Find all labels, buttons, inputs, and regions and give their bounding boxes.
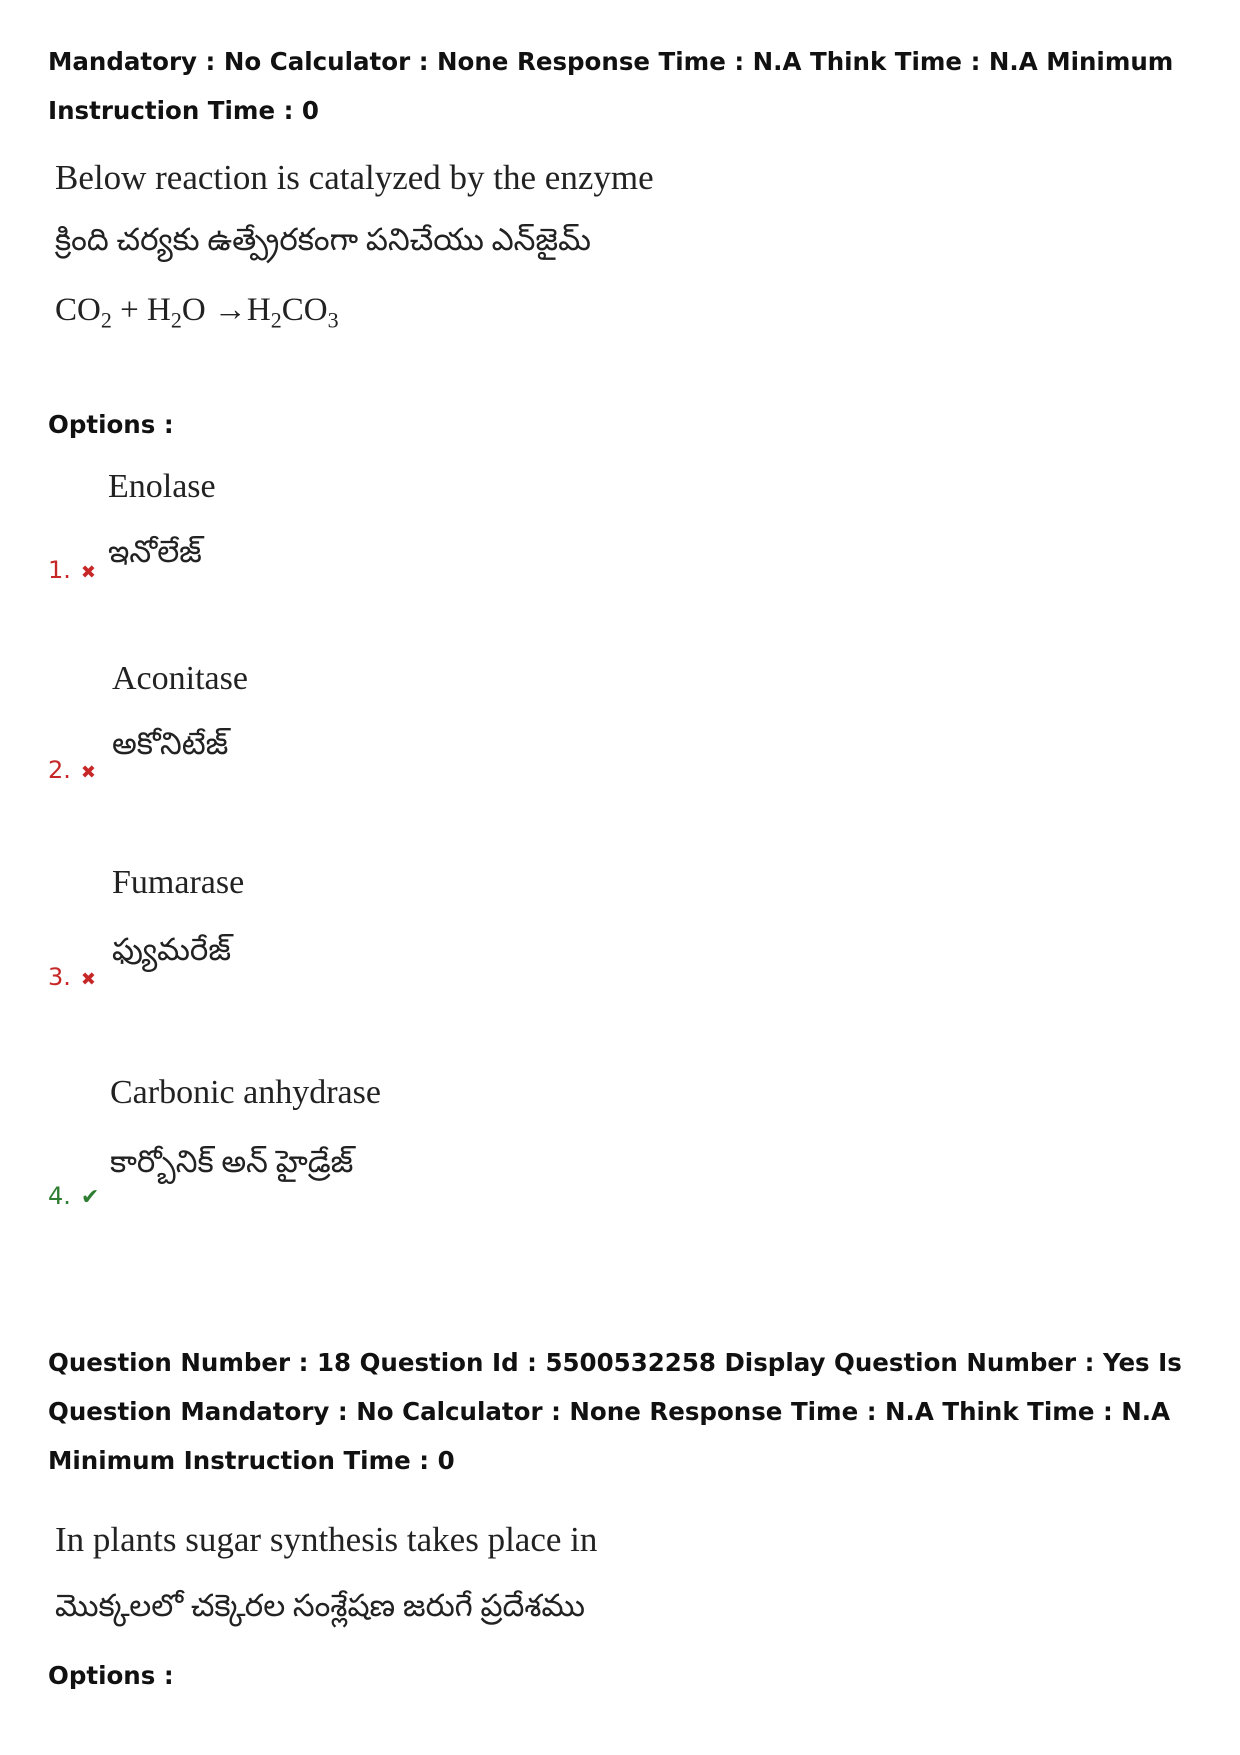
question-18-stem-en: In plants sugar synthesis takes place in: [55, 1520, 598, 1559]
option-3-en: Fumarase: [112, 864, 245, 901]
cross-icon: ✖: [80, 562, 96, 583]
question-17-meta: Mandatory : No Calculator : None Response Time : N.A Think Time : N.A Minimum Instruction Time : 0: [48, 47, 1174, 125]
option-4-te: కార్బోనిక్ అన్ హైడ్రేజ్: [110, 1144, 354, 1179]
cross-icon: ✖: [80, 969, 96, 990]
question-18-meta: Question Number : 18 Question Id : 5500532258 Display Question Number : Yes Is Question Mandatory : No Calculator : None Response Time : N.A Think Time : N.A Minimum Instruction Time : 0: [48, 1348, 1182, 1475]
option-2-number: 2.: [48, 756, 71, 784]
options-label: Options :: [48, 1661, 174, 1690]
option-2-te: అకోనిటేజ్: [112, 726, 229, 761]
options-label: Options :: [48, 410, 174, 439]
option-1-en: Enolase: [108, 468, 216, 505]
question-18-stem-te: మొక్కలలో చక్కెరల సంశ్లేషణ జరుగే ప్రదేశము: [55, 1588, 586, 1623]
option-4-number: 4.: [48, 1182, 71, 1210]
question-17-stem-en: Below reaction is catalyzed by the enzyme: [55, 158, 654, 197]
question-17-stem-te: క్రింది చర్యకు ఉత్ప్రేరకంగా పనిచేయు ఎన్‌జైమ్: [55, 222, 591, 257]
option-1-marker: [48, 556, 96, 584]
option-2-en: Aconitase: [112, 660, 248, 697]
cross-icon: ✖: [80, 762, 96, 783]
option-2-marker: [48, 756, 96, 784]
option-1-number: 1.: [48, 556, 71, 584]
check-icon: ✔: [80, 1185, 100, 1210]
option-3-marker: [48, 963, 96, 991]
option-3-te: ఫ్యుమరేజ్: [112, 932, 231, 967]
option-1-te: ఇనోలేజ్: [108, 534, 202, 569]
option-4-marker: [48, 1182, 99, 1210]
reaction-equation: $CO_2 + H_2O \to H_2CO_3$: [55, 292, 339, 333]
option-3-number: 3.: [48, 963, 71, 991]
option-4-en: Carbonic anhydrase: [110, 1074, 381, 1111]
